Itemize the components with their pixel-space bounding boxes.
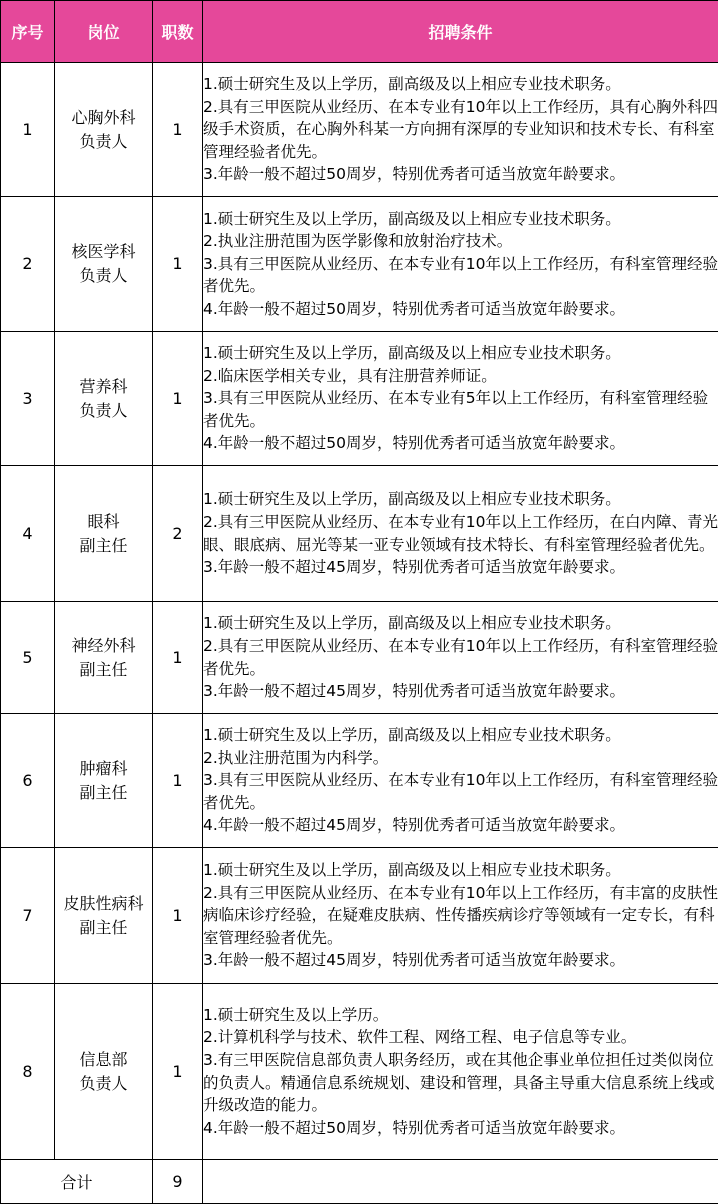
position-count: 1 [153,332,203,466]
requirement-item: 1.硕士研究生及以上学历。 [203,1004,718,1027]
position-line: 营养科 [55,375,152,399]
position-line: 负责人 [55,264,152,288]
requirement-item: 2.执业注册范围为内科学。 [203,747,718,770]
position-line: 核医学科 [55,240,152,264]
row-number: 2 [1,197,55,332]
requirement-item: 4.年龄一般不超过50周岁，特别优秀者可适当放宽年龄要求。 [203,1117,718,1140]
position-line: 负责人 [55,130,152,154]
requirements-cell [203,466,718,602]
requirement-item: 2.计算机科学与技术、软件工程、网络工程、电子信息等专业。 [203,1026,718,1049]
requirement-item: 2.具有三甲医院从业经历、在本专业有10年以上工作经历，具有心胸外科四级手术资质，在心胸外科某一方向拥有深厚的专业知识和技术专长、有科室管理经验者优先。 [203,96,718,164]
requirement-item: 2.执业注册范围为医学影像和放射治疗技术。 [203,230,718,253]
requirement-item: 3.有三甲医院信息部负责人职务经历，或在其他企事业单位担任过类似岗位的负责人。精通信息系统规划、建设和管理，具备主导重大信息系统上线或升级改造的能力。 [203,1049,718,1117]
row-number: 5 [1,602,55,714]
row-number: 3 [1,332,55,466]
position-count: 1 [153,602,203,714]
row-number: 1 [1,63,55,197]
table-row [1,848,718,984]
requirement-item: 3.年龄一般不超过45周岁，特别优秀者可适当放宽年龄要求。 [203,680,718,703]
requirement-item: 1.硕士研究生及以上学历，副高级及以上相应专业技术职务。 [203,73,718,96]
header-position: 岗位 [55,1,153,63]
requirement-item: 2.具有三甲医院从业经历、在本专业有10年以上工作经历，有科室管理经验者优先。 [203,635,718,680]
requirements-cell [203,602,718,714]
header-no: 序号 [1,1,55,63]
requirement-item: 2.临床医学相关专业，具有注册营养师证。 [203,365,718,388]
position-cell [55,466,153,602]
requirement-item: 1.硕士研究生及以上学历，副高级及以上相应专业技术职务。 [203,612,718,635]
requirement-item: 1.硕士研究生及以上学历，副高级及以上相应专业技术职务。 [203,342,718,365]
position-line: 心胸外科 [55,106,152,130]
position-line: 信息部 [55,1048,152,1072]
requirement-item: 1.硕士研究生及以上学历，副高级及以上相应专业技术职务。 [203,859,718,882]
requirement-item: 3.具有三甲医院从业经历、在本专业有10年以上工作经历，有科室管理经验者优先。 [203,253,718,298]
table-row [1,332,718,466]
total-count: 9 [153,1160,203,1204]
position-count: 1 [153,984,203,1160]
position-cell [55,332,153,466]
requirement-item: 3.年龄一般不超过50周岁，特别优秀者可适当放宽年龄要求。 [203,163,718,186]
header-row [1,1,718,63]
requirement-item: 1.硕士研究生及以上学历，副高级及以上相应专业技术职务。 [203,208,718,231]
row-number: 7 [1,848,55,984]
header-count: 职数 [153,1,203,63]
row-number: 8 [1,984,55,1160]
table-row [1,714,718,848]
position-line: 负责人 [55,1072,152,1096]
position-count: 1 [153,197,203,332]
requirement-item: 3.年龄一般不超过45周岁，特别优秀者可适当放宽年龄要求。 [203,949,718,972]
table-row [1,602,718,714]
position-cell [55,714,153,848]
requirement-item: 3.年龄一般不超过45周岁，特别优秀者可适当放宽年龄要求。 [203,556,718,579]
requirement-item: 4.年龄一般不超过50周岁，特别优秀者可适当放宽年龄要求。 [203,298,718,321]
table-row [1,466,718,602]
requirement-item: 3.具有三甲医院从业经历、在本专业有10年以上工作经历，有科室管理经验者优先。 [203,769,718,814]
position-line: 肿瘤科 [55,757,152,781]
position-count: 2 [153,466,203,602]
table-row [1,984,718,1160]
requirement-item: 1.硕士研究生及以上学历，副高级及以上相应专业技术职务。 [203,488,718,511]
position-line: 副主任 [55,781,152,805]
position-line: 负责人 [55,399,152,423]
position-cell [55,848,153,984]
requirements-cell [203,984,718,1160]
position-line: 副主任 [55,916,152,940]
position-line: 眼科 [55,510,152,534]
table-row [1,197,718,332]
requirements-cell [203,63,718,197]
position-line: 皮肤性病科 [55,892,152,916]
total-label: 合计 [1,1160,153,1204]
position-line: 神经外科 [55,634,152,658]
table-row [1,63,718,197]
requirement-item: 4.年龄一般不超过45周岁，特别优秀者可适当放宽年龄要求。 [203,814,718,837]
position-count: 1 [153,63,203,197]
requirement-item: 2.具有三甲医院从业经历、在本专业有10年以上工作经历，在白内障、青光眼、眼底病、屈光等某一亚专业领域有技术特长、有科室管理经验者优先。 [203,511,718,556]
requirement-item: 3.具有三甲医院从业经历、在本专业有5年以上工作经历，有科室管理经验者优先。 [203,387,718,432]
position-cell [55,602,153,714]
requirements-cell [203,714,718,848]
requirement-item: 4.年龄一般不超过50周岁，特别优秀者可适当放宽年龄要求。 [203,432,718,455]
requirement-item: 2.具有三甲医院从业经历、在本专业有10年以上工作经历，有丰富的皮肤性病临床诊疗经验，在疑难皮肤病、性传播疾病诊疗等领域有一定专长，有科室管理经验者优先。 [203,882,718,950]
header-requirements: 招聘条件 [203,1,718,63]
position-count: 1 [153,714,203,848]
requirements-cell [203,197,718,332]
position-count: 1 [153,848,203,984]
position-cell [55,63,153,197]
total-row [1,1160,718,1204]
position-cell [55,984,153,1160]
requirements-cell [203,332,718,466]
position-cell [55,197,153,332]
position-line: 副主任 [55,534,152,558]
requirements-cell [203,848,718,984]
row-number: 4 [1,466,55,602]
position-line: 副主任 [55,658,152,682]
row-number: 6 [1,714,55,848]
requirement-item: 1.硕士研究生及以上学历，副高级及以上相应专业技术职务。 [203,724,718,747]
total-empty [203,1160,718,1204]
